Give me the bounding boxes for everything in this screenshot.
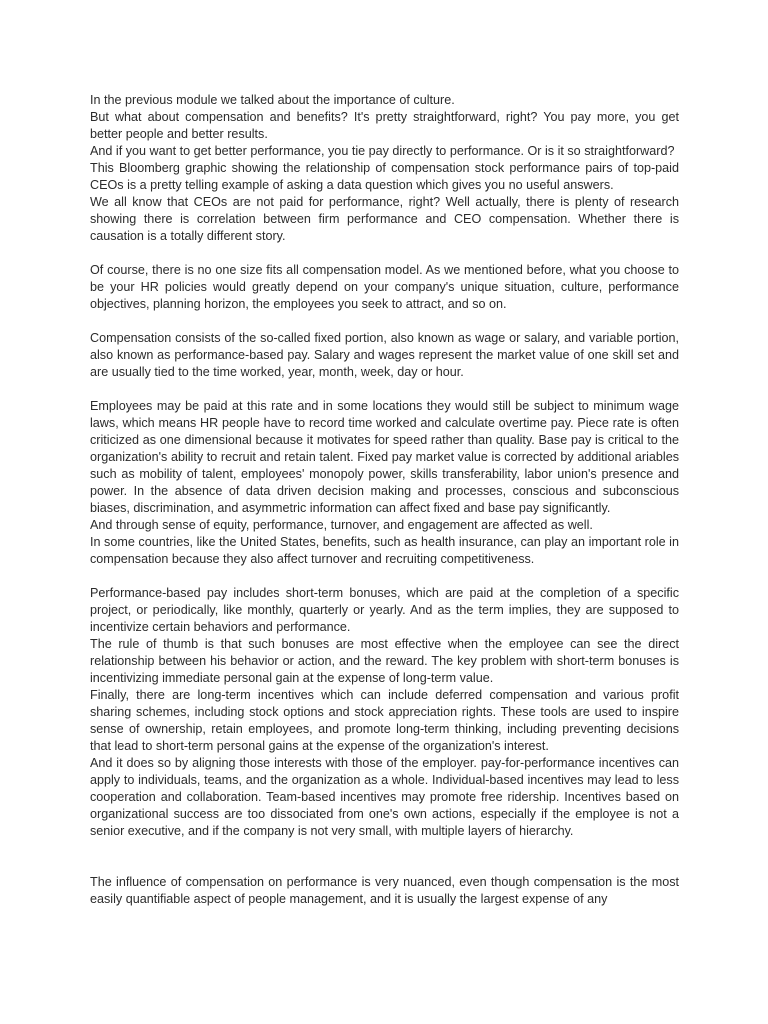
paragraph-influence xyxy=(90,874,679,908)
text-line: This Bloomberg graphic showing the relationship of compensation stock performance pairs of top-paid CEOs is a pretty telling example of asking a data question which gives you no useful answers. xyxy=(90,161,679,192)
text-line: Compensation consists of the so-called fixed portion, also known as wage or salary, and variable portion, also known as performance-based pay. Salary and wages represent the market value of one skill set and are usually tied to the time worked, year, month, week, day or hour. xyxy=(90,331,679,379)
text-line: In some countries, like the United States, benefits, such as health insurance, can play an important role in compensation because they also affect turnover and recruiting competitiveness. xyxy=(90,535,679,566)
paragraph-spacer xyxy=(90,568,679,585)
text-line: And it does so by aligning those interests with those of the employer. pay-for-performance incentives can apply to individuals, teams, and the organization as a whole. Individual-based incentives may lead to less cooperation and collaboration. Team-based incentives may promote free ridership. Incentives based on organizational success are too dissociated from one's own actions, especially if the employee is not a senior executive, and if the company is not very small, with multiple layers of hierarchy. xyxy=(90,756,679,838)
document-page xyxy=(90,92,679,908)
paragraph-employees-paid xyxy=(90,398,679,568)
text-line: Employees may be paid at this rate and in some locations they would still be subject to minimum wage laws, which means HR people have to record time worked and calculate overtime pay. Piece rate is often criticized as one dimensional because it motivates for speed rather than quality. Base pay is critical to the organization's ability to recruit and retain talent. Fixed pay market value is corrected by additional ariables such as mobility of talent, employees' monopoly power, skills transferability, labor union's presence and power. In the absence of data driven decision making and processes, conscious and subconscious biases, discrimination, and asymmetric information can affect fixed and base pay significantly. xyxy=(90,399,679,515)
text-line: Finally, there are long-term incentives which can include deferred compensation and various profit sharing schemes, including stock options and stock appreciation rights. These tools are used to inspire sense of ownership, retain employees, and promote long-term thinking, including preventing decisions that lead to short-term personal gains at the expense of the organization's interest. xyxy=(90,688,679,753)
text-line: And through sense of equity, performance, turnover, and engagement are affected as well. xyxy=(90,518,593,532)
paragraph-spacer xyxy=(90,313,679,330)
text-line: The influence of compensation on performance is very nuanced, even though compensation is the most easily quantifiable aspect of people management, and it is usually the largest expense of any xyxy=(90,875,679,906)
text-line: And if you want to get better performance, you tie pay directly to performance. Or is it so straightforward? xyxy=(90,144,675,158)
text-line: Performance-based pay includes short-term bonuses, which are paid at the completion of a specific project, or periodically, like monthly, quarterly or yearly. And as the term implies, they are supposed to incentivize certain behaviors and performance. xyxy=(90,586,679,634)
text-line: The rule of thumb is that such bonuses are most effective when the employee can see the direct relationship between his behavior or action, and the reward. The key problem with short-term bonuses is incentivizing immediate personal gain at the expense of long-term value. xyxy=(90,637,679,685)
paragraph-spacer xyxy=(90,245,679,262)
paragraph-performance-based-pay xyxy=(90,585,679,840)
paragraph-spacer xyxy=(90,381,679,398)
text-line: In the previous module we talked about the importance of culture. xyxy=(90,93,455,107)
paragraph-spacer xyxy=(90,840,679,874)
text-line: But what about compensation and benefits? It's pretty straightforward, right? You pay more, you get better people and better results. xyxy=(90,110,679,141)
paragraph-compensation-consists xyxy=(90,330,679,381)
text-line: Of course, there is no one size fits all compensation model. As we mentioned before, what you choose to be your HR policies would greatly depend on your company's unique situation, culture, performance objectives, planning horizon, the employees you seek to attract, and so on. xyxy=(90,263,679,311)
paragraph-no-one-size xyxy=(90,262,679,313)
paragraph-culture-intro xyxy=(90,92,679,245)
text-line: We all know that CEOs are not paid for performance, right? Well actually, there is plenty of research showing there is correlation between firm performance and CEO compensation. Whether there is causation is a totally different story. xyxy=(90,195,679,243)
